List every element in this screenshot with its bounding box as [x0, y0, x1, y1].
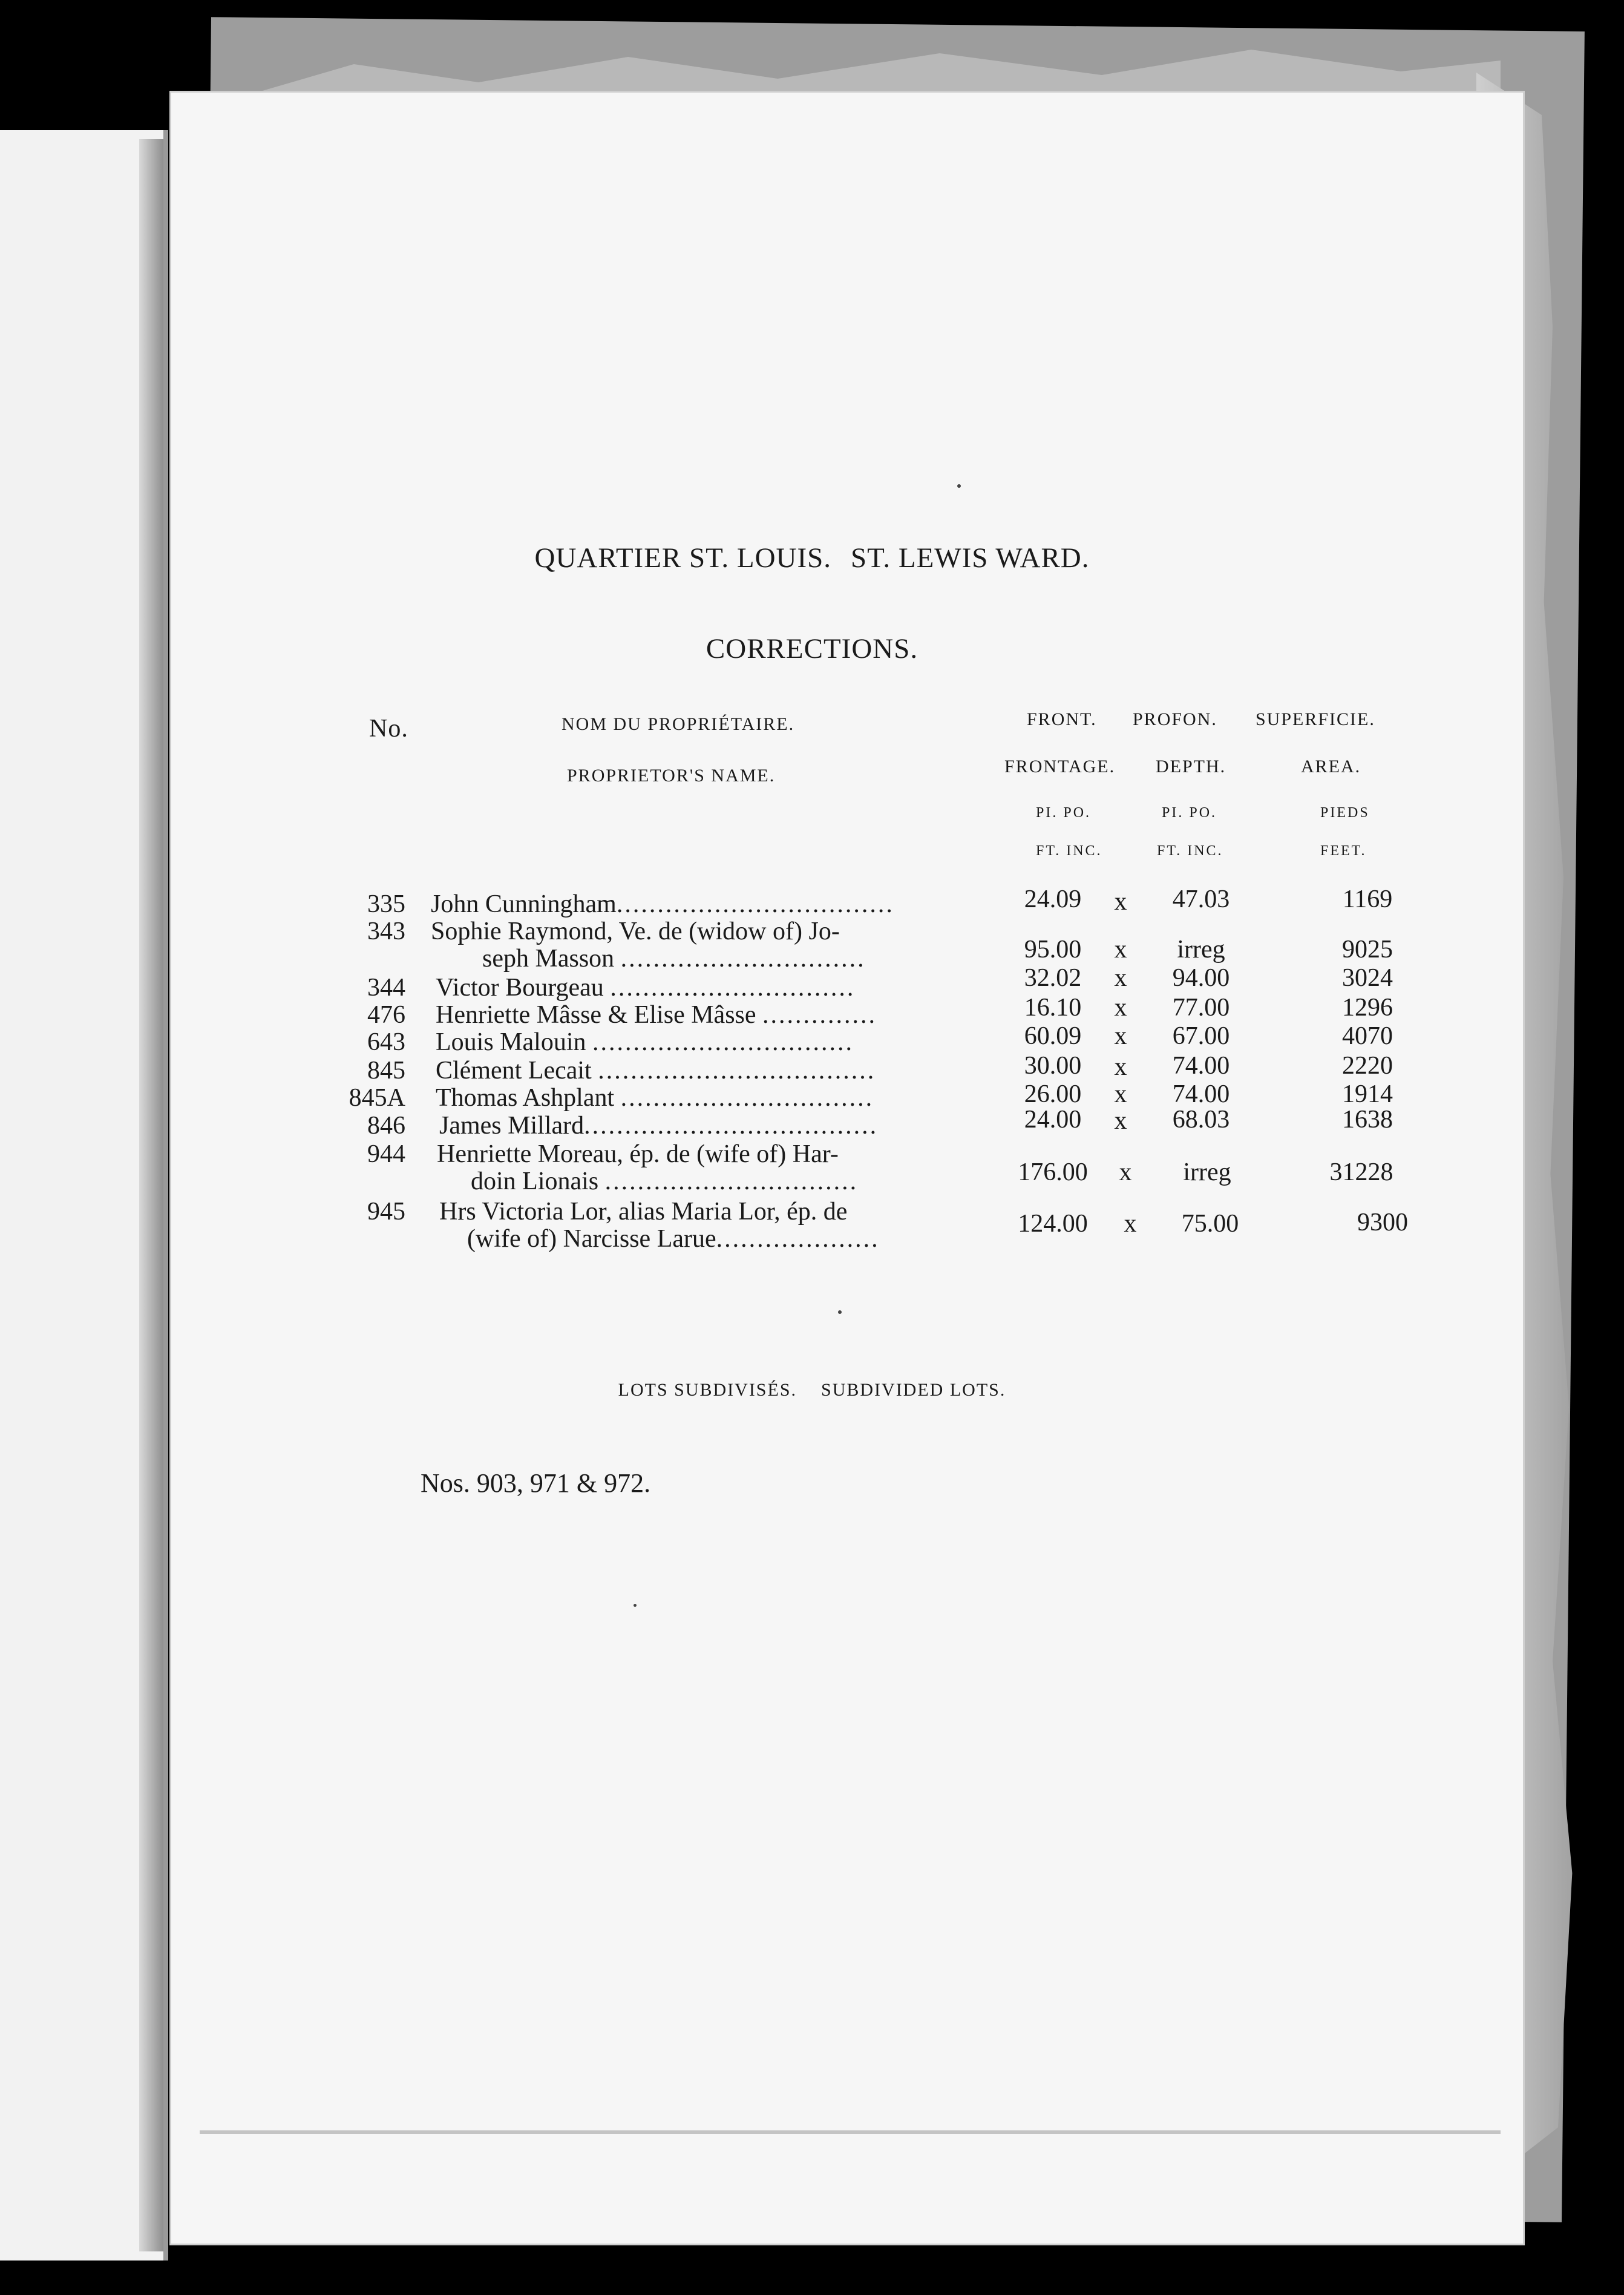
page-subtitle: CORRECTIONS. — [706, 633, 918, 665]
frontage-value: 24.09 — [1024, 885, 1082, 913]
page-bottom-rule — [200, 2130, 1501, 2134]
subdivided-lots-heading — [0, 1380, 1624, 1400]
proprietor-name: James Millard.................................... — [439, 1112, 879, 1140]
times-sign: x — [1114, 994, 1127, 1022]
times-sign: x — [1114, 1022, 1127, 1050]
paper-speck — [634, 1604, 637, 1607]
proprietor-name: Sophie Raymond, Ve. de (widow of) Jo- — [431, 918, 840, 945]
header-area-unit-english: FEET. — [1320, 843, 1367, 859]
times-sign: x — [1114, 888, 1127, 916]
frontage-value: 24.00 — [1024, 1106, 1082, 1134]
proprietor-name: Hrs Victoria Lor, alias Maria Lor, ép. de — [439, 1198, 848, 1226]
times-sign: x — [1119, 1158, 1132, 1186]
proprietor-name: John Cunningham.................................. — [431, 890, 894, 918]
proprietor-name: Thomas Ashplant ............................... — [436, 1084, 874, 1112]
times-sign: x — [1114, 1053, 1127, 1081]
depth-value: 74.00 — [1172, 1052, 1230, 1080]
depth-value: 68.03 — [1172, 1106, 1230, 1134]
frontage-value: 176.00 — [1018, 1158, 1088, 1186]
depth-value: irreg — [1177, 936, 1225, 964]
depth-value: 67.00 — [1172, 1022, 1230, 1050]
area-value: 1914 — [1342, 1080, 1393, 1108]
header-number: No. — [369, 715, 408, 743]
header-front-english: FRONTAGE. — [1004, 757, 1116, 776]
depth-value: 77.00 — [1172, 994, 1230, 1022]
header-area-unit-french: PIEDS — [1320, 805, 1370, 821]
lot-number: 845 — [367, 1057, 405, 1085]
proprietor-name: Clément Lecait .................................. — [436, 1057, 876, 1085]
area-value: 1296 — [1342, 994, 1393, 1022]
proprietor-name: Louis Malouin ................................ — [436, 1028, 854, 1056]
subdivided-french: LOTS SUBDIVISÉS. — [618, 1380, 797, 1400]
title-french: QUARTIER ST. LOUIS. — [534, 542, 832, 574]
frontage-value: 95.00 — [1024, 936, 1082, 964]
depth-value: irreg — [1183, 1158, 1231, 1186]
lot-number: 343 — [367, 918, 405, 945]
frontage-value: 32.02 — [1024, 964, 1082, 992]
times-sign: x — [1124, 1210, 1137, 1238]
depth-value: 47.03 — [1172, 885, 1230, 913]
header-front-unit-french: PI. PO. — [1036, 805, 1092, 821]
header-depth-english: DEPTH. — [1156, 757, 1226, 776]
header-area-french: SUPERFICIE. — [1256, 709, 1375, 729]
area-value: 3024 — [1342, 964, 1393, 992]
page-gutter — [139, 139, 163, 2251]
lot-number: 845A — [349, 1084, 405, 1112]
times-sign: x — [1114, 936, 1127, 964]
area-value: 9300 — [1357, 1209, 1408, 1236]
header-area-english: AREA. — [1301, 757, 1361, 776]
header-depth-unit-english: FT. INC. — [1157, 843, 1223, 859]
lot-number: 643 — [367, 1028, 405, 1056]
subdivided-lot-numbers: Nos. 903, 971 & 972. — [421, 1468, 651, 1498]
page-title — [0, 542, 1624, 574]
depth-value: 94.00 — [1172, 964, 1230, 992]
frontage-value: 30.00 — [1024, 1052, 1082, 1080]
lot-number: 944 — [367, 1140, 405, 1168]
header-name-english: PROPRIETOR'S NAME. — [567, 766, 776, 786]
paper-speck — [957, 484, 961, 488]
proprietor-name: Henriette Mâsse & Elise Mâsse .............. — [436, 1001, 877, 1029]
header-name-french: NOM DU PROPRIÉTAIRE. — [562, 714, 795, 734]
depth-value: 75.00 — [1181, 1210, 1239, 1238]
proprietor-name-continued: doin Lionais ............................... — [471, 1167, 859, 1195]
lot-number: 344 — [367, 974, 405, 1002]
lot-number: 846 — [367, 1112, 405, 1140]
header-depth-french: PROFON. — [1133, 709, 1217, 729]
times-sign: x — [1114, 1107, 1127, 1135]
frontage-value: 16.10 — [1024, 994, 1082, 1022]
frontage-value: 60.09 — [1024, 1022, 1082, 1050]
subdivided-english: SUBDIVIDED LOTS. — [821, 1380, 1006, 1400]
proprietor-name: Victor Bourgeau .............................. — [436, 974, 856, 1002]
proprietor-name: Henriette Moreau, ép. de (wife of) Har- — [437, 1140, 839, 1168]
frontage-value: 124.00 — [1018, 1210, 1088, 1238]
area-value: 1638 — [1342, 1106, 1393, 1134]
times-sign: x — [1114, 964, 1127, 992]
header-front-unit-english: FT. INC. — [1036, 843, 1102, 859]
area-value: 1169 — [1342, 885, 1393, 913]
frontage-value: 26.00 — [1024, 1080, 1082, 1108]
area-value: 31228 — [1329, 1158, 1393, 1186]
area-value: 2220 — [1342, 1052, 1393, 1080]
paper-speck — [838, 1310, 842, 1314]
header-depth-unit-french: PI. PO. — [1162, 805, 1217, 821]
title-english: ST. LEWIS WARD. — [851, 542, 1090, 574]
area-value: 4070 — [1342, 1022, 1393, 1050]
area-value: 9025 — [1342, 936, 1393, 964]
lot-number: 335 — [367, 890, 405, 918]
proprietor-name-continued: seph Masson .............................. — [482, 945, 866, 973]
proprietor-name-continued: (wife of) Narcisse Larue.................... — [467, 1225, 880, 1253]
lot-number: 476 — [367, 1001, 405, 1029]
depth-value: 74.00 — [1172, 1080, 1230, 1108]
lot-number: 945 — [367, 1198, 405, 1226]
header-front-french: FRONT. — [1027, 709, 1097, 729]
times-sign: x — [1114, 1080, 1127, 1108]
